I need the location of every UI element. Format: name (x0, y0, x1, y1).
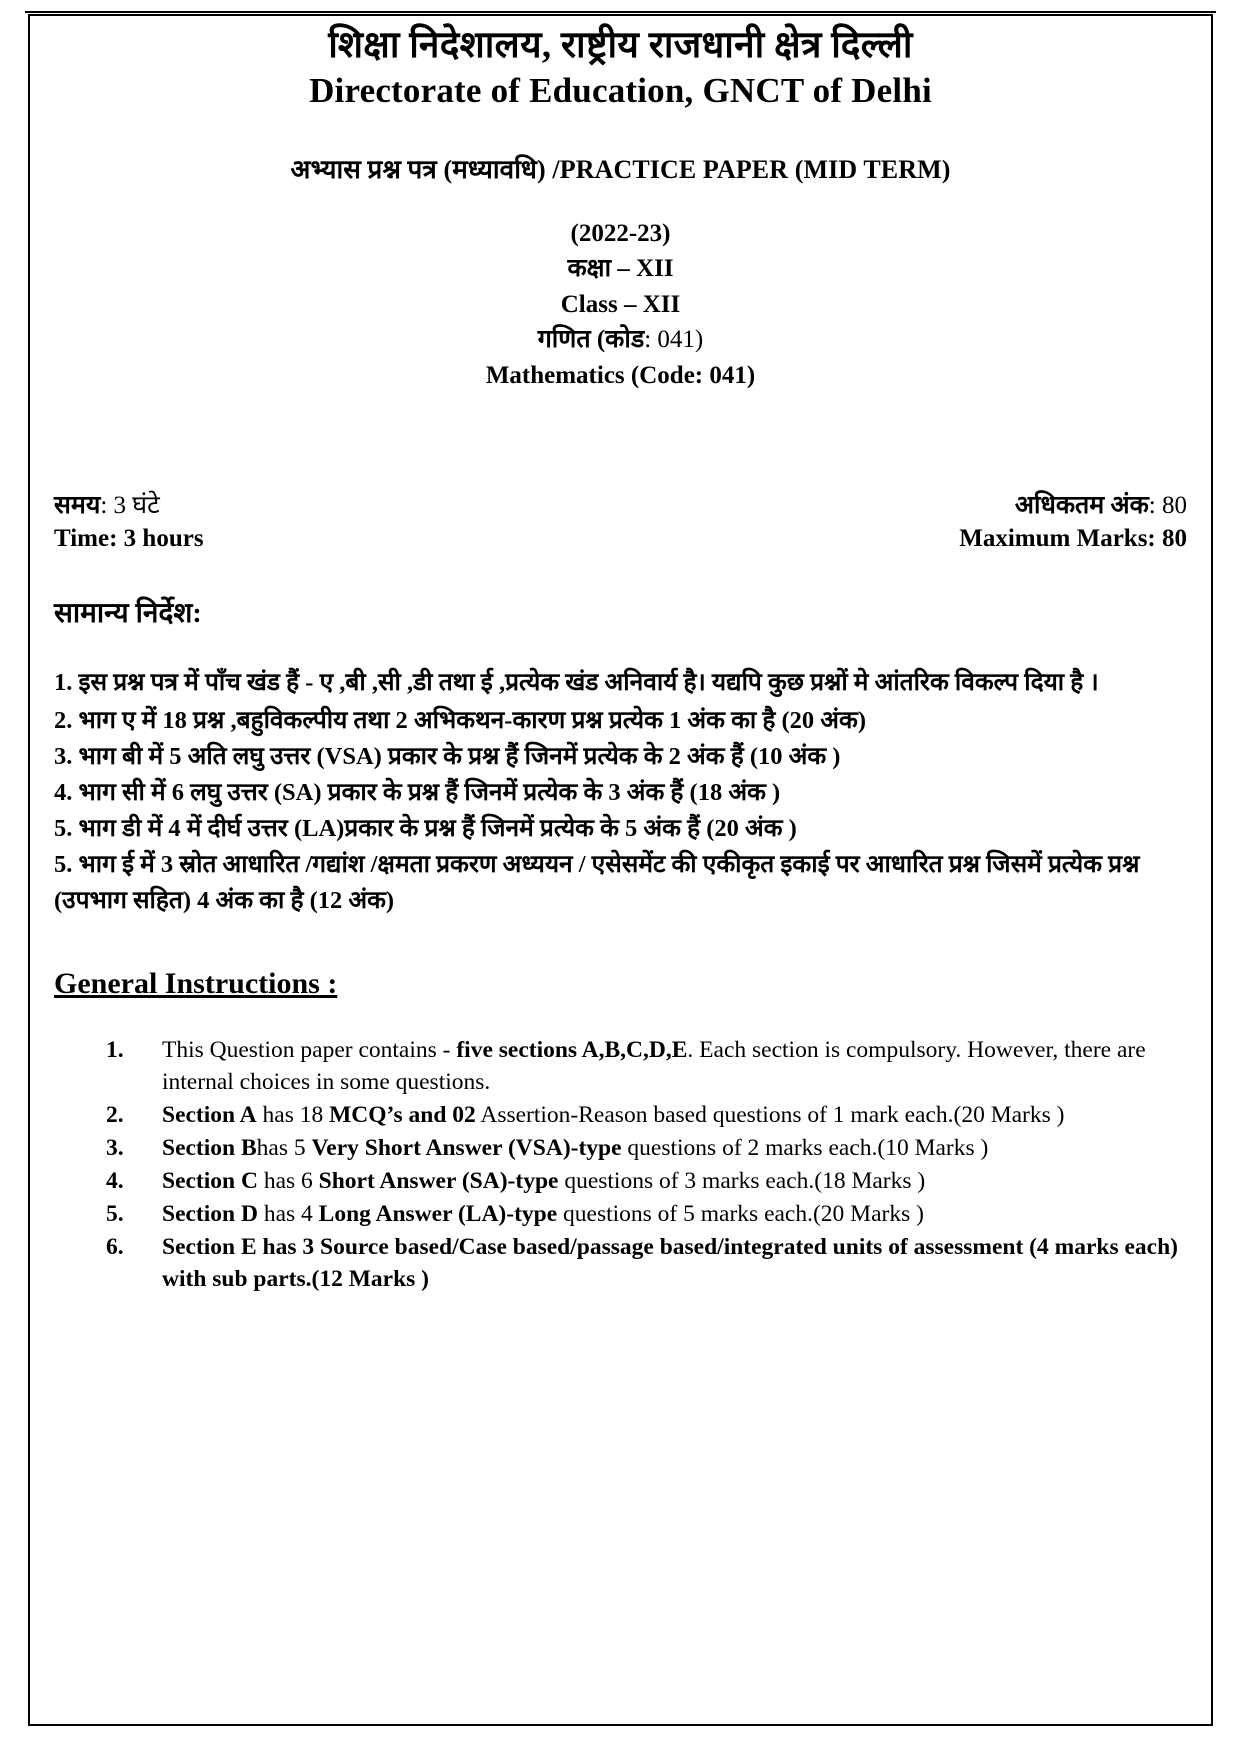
subject-label-english: Mathematics (Code: 041) (485, 361, 756, 389)
hindi-instruction-item: 2. भाग ए में 18 प्रश्न ,बहुविकल्पीय तथा 2 अभिकथन-कारण प्रश्न प्रत्येक 1 अंक का है (20 अंक) (54, 707, 866, 735)
hindi-instruction-item: 4. भाग सी में 6 लघु उत्तर (SA) प्रकार के प्रश्न हैं जिनमें प्रत्येक के 3 अंक हैं (18 अंक ) (54, 779, 781, 807)
english-instruction-item (106, 1035, 1187, 1099)
english-instruction-item (106, 1232, 1187, 1296)
class-label-hindi: कक्षा – XII (567, 255, 674, 283)
marks-hindi-value: : 80 (1148, 492, 1187, 520)
document-masthead (54, 24, 1187, 112)
english-instruction-text: Section C has 6 Short Answer (SA)-type questions of 3 marks each.(18 Marks ) (162, 1167, 926, 1194)
english-instruction-text: Section D has 4 Long Answer (LA)-type questions of 5 marks each.(20 Marks ) (162, 1200, 924, 1227)
english-instruction-text: Section A has 18 MCQ’s and 02 Assertion-Reason based questions of 1 mark each.(20 Marks ) (162, 1102, 1065, 1129)
hindi-instruction-item: 1. इस प्रश्न पत्र में पाँच खंड हैं - ए ,बी ,सी ,डी तथा ई ,प्रत्येक खंड अनिवार्य है। यद्यपि कुछ प्रश्नों मे आंतरिक विकल्प दिया है । (54, 669, 1099, 697)
english-instruction-text: Section Bhas 5 Very Short Answer (VSA)-type questions of 2 marks each.(10 Marks ) (162, 1135, 989, 1162)
english-instruction-text: This Question paper contains - five sections A,B,C,D,E. Each section is compulsory. However, there are internal choices in some questions. (162, 1037, 1146, 1096)
english-instruction-item (106, 1199, 1187, 1231)
english-instructions-heading: General Instructions : (54, 967, 338, 1001)
marks-hindi (959, 489, 1187, 522)
subject-label-hindi (54, 322, 1187, 358)
subject-code-hindi: : 041) (644, 326, 704, 354)
time-english: Time: 3 hours (54, 525, 204, 553)
academic-session: (2022-23) (570, 219, 671, 247)
hindi-instructions-list (54, 665, 1187, 919)
english-instruction-number: 4. (106, 1167, 124, 1194)
institution-title-hindi: शिक्षा निदेशालय, राष्ट्रीय राजधानी क्षेत्र दिल्ली (328, 25, 913, 66)
marks-block (959, 489, 1187, 555)
time-and-marks-row (54, 489, 1187, 555)
english-instruction-number: 1. (106, 1037, 124, 1064)
class-label-english: Class – XII (560, 290, 681, 318)
english-instruction-number: 5. (106, 1200, 124, 1227)
marks-hindi-label: अधिकतम अंक (1014, 492, 1149, 520)
paper-type-heading: अभ्यास प्रश्न पत्र (मध्यावधि) /PRACTICE PAPER (MID TERM) (290, 154, 951, 184)
english-instruction-item (106, 1133, 1187, 1165)
time-hindi (54, 489, 204, 522)
english-instruction-item (106, 1166, 1187, 1198)
time-block (54, 489, 204, 555)
hindi-instruction-item: 5. भाग डी में 4 में दीर्घ उत्तर (LA)प्रकार के प्रश्न हैं जिनमें प्रत्येक के 5 अंक हैं (20 अंक ) (54, 815, 797, 843)
time-hindi-label: समय (54, 492, 101, 520)
hindi-instruction-item: 3. भाग बी में 5 अति लघु उत्तर (VSA) प्रकार के प्रश्न हैं जिनमें प्रत्येक के 2 अंक हैं (10 अंक ) (54, 743, 841, 771)
english-instructions-list (54, 1035, 1187, 1296)
english-instruction-number: 2. (106, 1102, 124, 1129)
document-page (28, 14, 1213, 1726)
subject-name-hindi: गणित (कोड (537, 326, 645, 354)
exam-identity-block (54, 216, 1187, 394)
english-instruction-text: Section E has 3 Source based/Case based/passage based/integrated units of assessment (4 marks each) with sub parts.(12 Marks ) (162, 1233, 1178, 1292)
marks-english: Maximum Marks: 80 (959, 525, 1187, 553)
english-instruction-item (106, 1100, 1187, 1132)
hindi-instructions-heading: सामान्य निर्देश: (54, 598, 202, 630)
hindi-instruction-item: 5. भाग ई में 3 स्रोत आधारित /गद्यांश /क्षमता प्रकरण अध्ययन / एसेसमेंट की एकीकृत इकाई पर आधारित प्रश्न जिसमें प्रत्येक प्रश्न (उपभाग सहित) 4 अंक का है (12 अंक) (54, 851, 1140, 915)
english-instruction-number: 3. (106, 1135, 124, 1162)
institution-title-english: Directorate of Education, GNCT of Delhi (309, 70, 932, 110)
time-hindi-value: : 3 घंटे (100, 492, 160, 520)
english-instruction-number: 6. (106, 1233, 124, 1260)
